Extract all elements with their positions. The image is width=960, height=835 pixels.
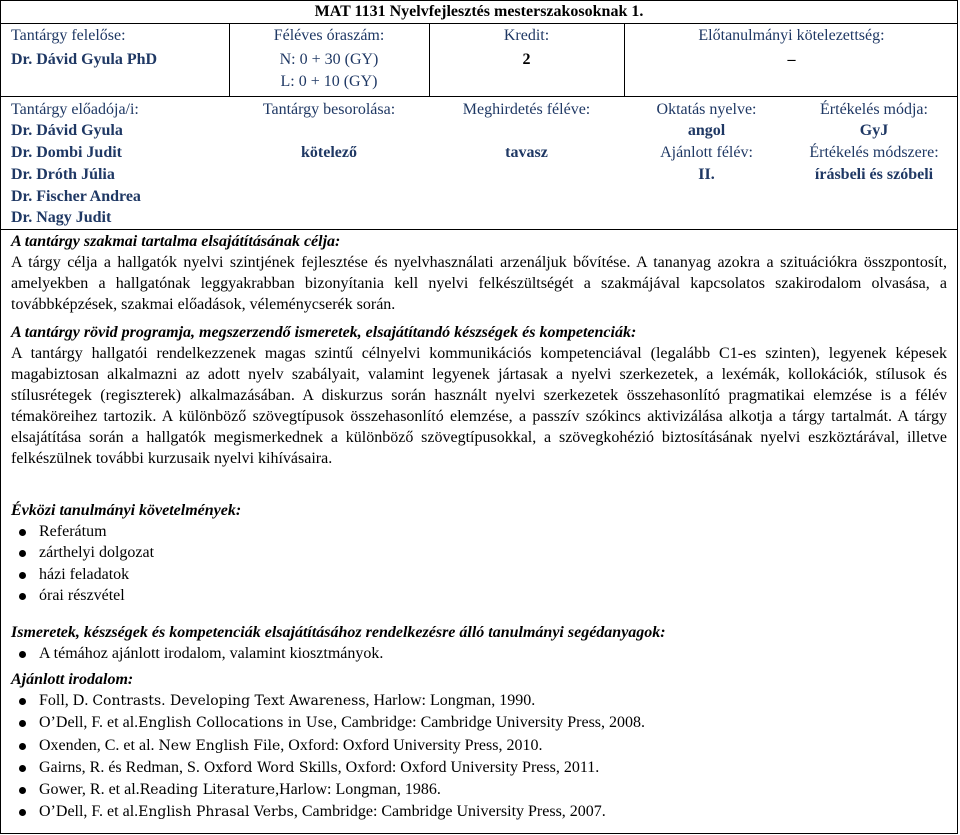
grid-line (1, 96, 957, 97)
eloado-name: Dr. Dróth Júlia (11, 166, 115, 183)
program-text: A tantárgy hallgatói rendelkezzenek magas szintű célnyelvi kommunikációs kompetenciával (legalább C1-es szinten), legyenek képesek magabiztosan alkalmazni az adott nyelv szabályait, valamint legyenek jártasak a nyelvi szerkezetek, a lexémák, kollokációk, stílusok és stílusrétegek (regiszterek) alkalmazásában. A diskurzus során használt nyelvi szerkezetek összehasonlító pragmatikai elemzése is a félév témaköreihez tartozik. A különböző szövegtípusok összehasonlító elemzése, a passzív szókincs aktivizálása alkotja a tárgy tartalmát. A tárgy elsajátítása során a hallgatók megismerkednek a különböző szövegtípusokkal, a szövegkohézió biztosításának nyelvi eszköztárával, illetve felkészülnek további kurzusaik nyelvi kihívásaira. (11, 345, 947, 467)
ertekeles-modja-value: GyJ (859, 122, 889, 139)
bullet-icon (19, 593, 26, 600)
kredit-value: 2 (522, 51, 531, 68)
literature-section (11, 669, 947, 824)
list-item: Foll, D. Contrasts. Developing Text Awareness, Harlow: Longman, 1990. (11, 690, 947, 712)
eloado-name: Dr. Dávid Gyula (11, 122, 123, 139)
list-item: Referátum (11, 521, 947, 542)
list-item: Oxenden, C. et al. New English File, Oxford: Oxford University Press, 2010. (11, 735, 947, 757)
bullet-icon (19, 529, 26, 536)
bullet-icon (19, 651, 26, 658)
bullet-icon (19, 572, 26, 579)
literature-list (11, 690, 947, 824)
grid-line (1, 229, 957, 230)
felev-label: Meghirdetés féléve: (462, 101, 591, 118)
bullet-icon (19, 787, 26, 794)
list-item: Gairns, R. és Redman, S. Oxford Word Skills, Oxford: Oxford University Press, 2011. (11, 757, 947, 779)
ajanlott-value: II. (698, 166, 715, 183)
requirements-section (11, 500, 947, 606)
besorolas-value: kötelező (301, 144, 357, 161)
oraszam-label: Féléves óraszám: (273, 27, 385, 44)
goal-text: A tárgy célja a hallgatók nyelvi szintjének fejlesztése és nyelvhasználati arzenáljuk bővítése. A tananyag azokra a szituációkra összpontosít, amelyekben a hallgatónak leggyakrabban bizonyítania kell nyelvi felkészültségét a szakmájával kapcsolatos szakirodalom olvasása, a továbbképzések, szakmai előadások, véleménycserék során. (11, 254, 947, 313)
program-heading: A tantárgy rövid programja, megszerzendő ismeretek, elsajátítandó készségek és kompetenciák: (11, 324, 637, 341)
ertekeles-modszere-value: írásbeli és szóbeli (814, 166, 934, 183)
list-item: zárthelyi dolgozat (11, 542, 947, 563)
ajanlott-label: Ajánlott félév: (660, 144, 753, 161)
bullet-icon (19, 698, 26, 705)
bullet-icon (19, 743, 26, 750)
eloado-name: Dr. Dombi Judit (11, 144, 122, 161)
nyelv-value: angol (687, 122, 726, 139)
requirements-list (11, 521, 947, 606)
felelos-name: Dr. Dávid Gyula PhD (11, 51, 158, 68)
list-item: Gower, R. et al.Reading Literature,Harlow: Longman, 1986. (11, 779, 947, 801)
bullet-icon (19, 765, 26, 772)
literature-heading: Ajánlott irodalom: (11, 671, 134, 688)
oraszam-n: N: 0 + 30 (GY) (279, 51, 379, 68)
nyelv-label: Oktatás nyelve: (656, 101, 757, 118)
ertekeles-modja-label: Értékelés módja: (820, 101, 928, 118)
eloado-name: Dr. Nagy Judit (11, 209, 112, 226)
besorolas-label: Tantárgy besorolása: (262, 101, 396, 118)
program-section (11, 322, 947, 469)
elotan-value: – (787, 51, 796, 68)
grid-line (1, 23, 957, 24)
oraszam-l: L: 0 + 10 (GY) (280, 73, 378, 90)
felelos-label: Tantárgy felelőse: (11, 27, 126, 44)
list-item: O’Dell, F. et al.English Phrasal Verbs, Cambridge: Cambridge University Press, 2007. (11, 801, 947, 823)
kredit-label: Kredit: (503, 27, 550, 44)
elotan-label: Előtanulmányi kötelezettség: (698, 27, 885, 44)
list-item: A témához ajánlott irodalom, valamint kiosztmányok. (11, 643, 947, 664)
materials-section (11, 622, 947, 664)
ertekeles-modszere-label: Értékelés módszere: (809, 144, 939, 161)
goal-heading: A tantárgy szakmai tartalma elsajátításának célja: (11, 233, 341, 250)
list-item: órai részvétel (11, 585, 947, 606)
bullet-icon (19, 720, 26, 727)
list-item: O’Dell, F. et al.English Collocations in Use, Cambridge: Cambridge University Press, 2008. (11, 712, 947, 734)
materials-list (11, 643, 947, 664)
bullet-icon (19, 550, 26, 557)
bullet-icon (19, 809, 26, 816)
course-title: MAT 1131 Nyelvfejlesztés mesterszakosoknak 1. (314, 3, 644, 20)
materials-heading: Ismeretek, készségek és kompetenciák elsajátításához rendelkezésre álló tanulmányi segédanyagok: (11, 624, 666, 641)
requirements-heading: Évközi tanulmányi követelmények: (11, 502, 242, 519)
eloadoja-label: Tantárgy előadója/i: (11, 101, 139, 118)
list-item: házi feladatok (11, 564, 947, 585)
felev-value: tavasz (505, 144, 548, 161)
eloado-name: Dr. Fischer Andrea (11, 188, 141, 205)
goal-section (11, 231, 947, 315)
